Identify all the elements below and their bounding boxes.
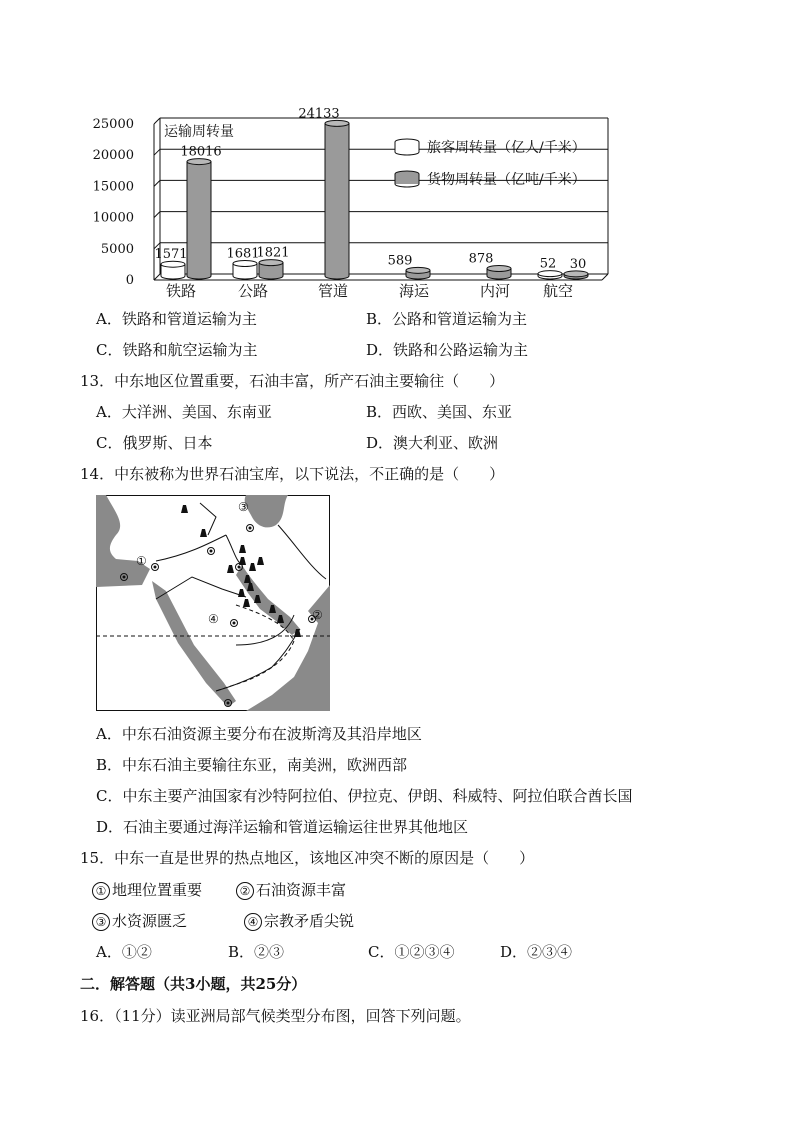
data-label-freight: 878 [468,251,494,267]
category-label: 内河 [479,282,511,300]
gridline-side [154,149,160,155]
y-tick-label: 10000 [92,210,134,226]
map-label-2: ② [312,608,323,622]
category-label: 公路 [237,282,269,300]
q12-option-c[interactable]: C．铁路和航空运输为主 [96,341,258,359]
data-label-passenger: 1571 [154,247,188,263]
q12-option-b[interactable]: B．公路和管道运输为主 [366,310,528,328]
y-tick-label: 25000 [92,117,134,132]
middle-east-oil-map [96,495,330,711]
q15-option-d[interactable]: D．②③④ [500,943,573,961]
y-tick-label: 20000 [92,148,134,164]
q15-stem: 15．中东一直是世界的热点地区，该地区冲突不断的原因是（ ） [80,849,535,867]
data-label-freight: 589 [387,253,413,269]
q16-stem: 16．（11分）读亚洲局部气候类型分布图，回答下列问题。 [80,1007,471,1025]
legend-swatch-body [395,142,419,152]
q14-option-a[interactable]: A．中东石油资源主要分布在波斯湾及其沿岸地区 [96,725,422,743]
legend-label: 货物周转量（亿吨/千米） [427,172,586,188]
gridline-side [154,212,160,218]
gridline-side [154,274,160,280]
map-label-1: ① [136,554,147,568]
data-label-freight: 24133 [298,106,340,122]
q13-option-c[interactable]: C．俄罗斯、日本 [96,434,213,452]
category-label: 海运 [398,282,430,300]
q14-option-d[interactable]: D．石油主要通过海洋运输和管道运输运往世界其他地区 [96,818,469,836]
y-tick-label: 15000 [92,179,134,195]
map-label-3: ③ [238,500,249,514]
bar-freight [187,162,211,279]
q13-option-d[interactable]: D．澳大利亚、欧洲 [366,434,499,452]
q13-stem: 13．中东地区位置重要，石油丰富，所产石油主要输往（ ） [80,372,505,390]
q15-item-1: ① 地理位置重要 [92,880,202,900]
data-label-freight: 1821 [256,245,290,261]
category-label: 航空 [542,282,574,300]
floor-right [602,274,608,280]
q14-stem: 14．中东被称为世界石油宝库，以下说法，不正确的是（ ） [80,465,505,483]
data-label-passenger: 1681 [226,246,260,262]
category-label: 铁路 [165,282,197,300]
data-label-freight: 18016 [180,144,222,160]
q12-option-a[interactable]: A．铁路和管道运输为主 [96,310,257,328]
y-tick-label: 0 [125,273,134,288]
transport-turnover-chart [90,96,630,301]
y-tick-label: 5000 [100,241,134,257]
category-label: 管道 [317,282,349,300]
q15-item-3: ③ 水资源匮乏 [92,911,187,931]
chart-title: 运输周转量 [164,124,234,140]
q15-option-c[interactable]: C．①②③④ [368,943,455,961]
gridline-side [154,118,160,124]
bar-freight [325,123,349,279]
data-label-freight: 30 [569,256,587,272]
q14-option-b[interactable]: B．中东石油主要输往东亚，南美洲，欧洲西部 [96,756,408,774]
gridline-side [154,180,160,186]
q14-option-c[interactable]: C．中东主要产油国家有沙特阿拉伯、伊拉克、伊朗、科威特、阿拉伯联合酋长国 [96,787,633,805]
q12-option-d[interactable]: D．铁路和公路运输为主 [366,341,529,359]
q15-option-a[interactable]: A．①② [96,943,152,961]
q13-option-b[interactable]: B．西欧、美国、东亚 [366,403,513,421]
section-heading: 二．解答题（共3小题，共25分） [80,975,307,993]
map-label-4: ④ [208,612,219,626]
legend-swatch-body [395,174,419,184]
q15-item-4: ④ 宗教矛盾尖锐 [244,911,354,931]
q13-option-a[interactable]: A．大洋洲、美国、东南亚 [96,403,272,421]
q15-option-b[interactable]: B．②③ [228,943,285,961]
data-label-passenger: 52 [539,256,557,272]
q15-item-2: ② 石油资源丰富 [236,880,346,900]
legend-label: 旅客周转量（亿人/千米） [427,140,586,156]
